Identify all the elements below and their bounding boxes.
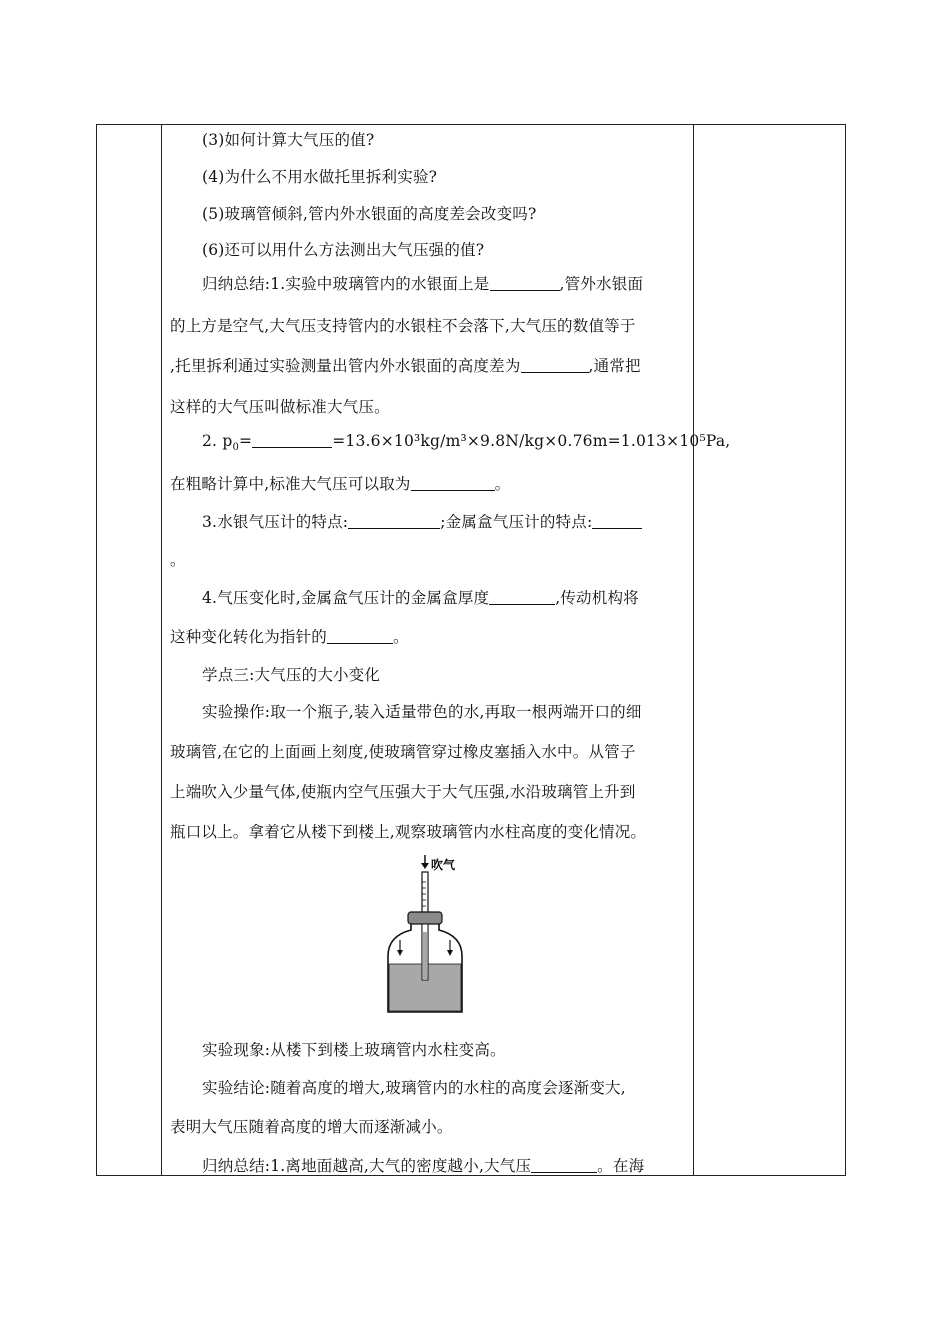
summary1-line6 [170, 472, 510, 494]
summary1-text: 这种变化转化为指针的 [170, 628, 328, 646]
operation-line4: 瓶口以上。拿着它从楼下到楼上,观察玻璃管内水柱高度的变化情况。 [170, 823, 647, 841]
answer-blank[interactable] [489, 590, 555, 605]
summary1-line7 [202, 510, 642, 532]
question-5: (5)玻璃管倾斜,管内外水银面的高度差会改变吗? [202, 205, 537, 223]
bottle-diagram [380, 852, 490, 1017]
summary2-line1 [202, 1154, 644, 1176]
operation-line3: 上端吹入少量气体,使瓶内空气压强大于大气压强,水沿玻璃管上升到 [170, 783, 636, 801]
column-divider-right [693, 125, 694, 1175]
bottle-experiment-figure [380, 852, 490, 1017]
conclusion-line2: 表明大气压随着高度的增大而逐渐减小。 [170, 1118, 453, 1136]
summary2-text: 。在海 [597, 1157, 645, 1175]
phenomenon-line: 实验现象:从楼下到楼上玻璃管内水柱变高。 [202, 1041, 506, 1059]
summary1-line10 [170, 625, 409, 647]
summary1-text: 在粗略计算中,标准大气压可以取为 [170, 475, 411, 493]
formula-label: 2. p [202, 432, 233, 450]
formula-line [202, 432, 730, 453]
summary1-text: ,托里拆利通过实验测量出管内外水银面的高度差为 [170, 357, 521, 375]
summary1-line2: 的上方是空气,大气压支持管内的水银柱不会落下,大气压的数值等于 [170, 317, 636, 335]
blow-label: 吹气 [431, 858, 456, 872]
answer-blank[interactable] [327, 629, 393, 644]
answer-blank[interactable] [531, 1158, 597, 1173]
question-3: (3)如何计算大气压的值? [202, 131, 375, 149]
operation-line2: 玻璃管,在它的上面画上刻度,使玻璃管穿过橡皮塞插入水中。从管子 [170, 743, 636, 761]
summary1-text: 。 [494, 475, 511, 493]
summary1-line3 [170, 354, 641, 376]
summary1-line1 [202, 272, 643, 294]
summary1-line8: 。 [170, 551, 186, 569]
summary1-text: 归纳总结:1.实验中玻璃管内的水银面上是 [202, 275, 490, 293]
answer-blank[interactable] [490, 276, 560, 291]
question-6: (6)还可以用什么方法测出大气压强的值? [202, 241, 485, 259]
answer-blank[interactable] [592, 514, 642, 529]
summary1-text: ,管外水银面 [559, 275, 644, 293]
answer-blank[interactable] [252, 433, 332, 448]
summary1-text: 3.水银气压计的特点: [202, 513, 349, 531]
summary1-line9 [202, 586, 639, 608]
summary1-text: ,传动机构将 [555, 589, 639, 607]
formula-rest: =13.6×10³kg/m³×9.8N/kg×0.76m=1.013×10⁵Pa, [332, 432, 731, 450]
summary1-text: 。 [393, 628, 409, 646]
formula-subscript: 0 [232, 442, 240, 454]
answer-blank[interactable] [348, 514, 440, 529]
section-heading: 学点三:大气压的大小变化 [202, 666, 381, 684]
conclusion-line1: 实验结论:随着高度的增大,玻璃管内的水柱的高度会逐渐变大, [202, 1079, 626, 1097]
summary1-text: ;金属盒气压计的特点: [440, 513, 593, 531]
formula-eq: = [239, 432, 253, 450]
summary1-text: ,通常把 [588, 357, 641, 375]
operation-line1: 实验操作:取一个瓶子,装入适量带色的水,再取一根两端开口的细 [202, 703, 642, 721]
answer-blank[interactable] [521, 358, 589, 373]
question-4: (4)为什么不用水做托里拆利实验? [202, 168, 438, 186]
summary1-text: 4.气压变化时,金属盒气压计的金属盒厚度 [202, 589, 490, 607]
summary1-line4: 这样的大气压叫做标准大气压。 [170, 398, 390, 416]
answer-blank[interactable] [411, 476, 495, 491]
summary2-text: 归纳总结:1.离地面越高,大气的密度越小,大气压 [202, 1157, 532, 1175]
column-divider-left [161, 125, 162, 1175]
